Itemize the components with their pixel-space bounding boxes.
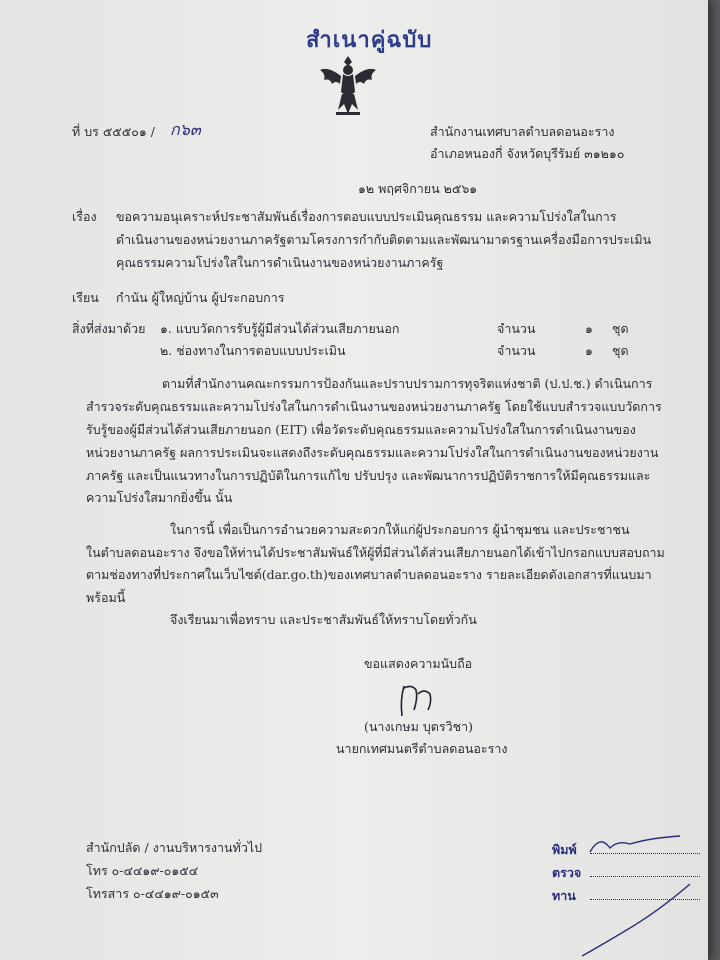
body-line: ภาครัฐ และเป็นแนวทางในการปฏิบัติในการแก้ไข ปรับปรุง และพัฒนาการปฏิบัติราชการให้มีคุณธรรมและ (86, 468, 651, 483)
body-line: ในการนี้ เพื่อเป็นการอำนวยความสะดวกให้แก่ผู้ประกอบการ ผู้นำชุมชน และประชาชน (170, 522, 630, 537)
enclosure-label: สิ่งที่ส่งมาด้วย (72, 321, 146, 336)
subject-line: ดำเนินงานของหน่วยงานภาครัฐตามโครงการกำกับติดตามและพัฒนามาตรฐานเครื่องมือการประเมิน (116, 232, 652, 247)
sender-address-line2: อำเภอหนองกี่ จังหวัดบุรีรัมย์ ๓๑๒๑๐ (430, 146, 625, 161)
enclosure-qty-label: จำนวน (497, 321, 536, 336)
initial-label-proof: ทาน (552, 888, 576, 903)
subject-line: คุณธรรมความโปร่งใสในการดำเนินงานของหน่วยงานภาครัฐ (116, 255, 444, 270)
signer-title: นายกเทศมนตรีตำบลดอนอะราง (336, 741, 508, 756)
handwritten-initials (570, 820, 700, 960)
body-line: พร้อมนี้ (86, 590, 126, 605)
initial-label-check: ตรวจ (552, 865, 582, 880)
subject-label: เรื่อง (72, 209, 97, 224)
enclosure-item: ๒. ช่องทางในการตอบแบบประเมิน (160, 343, 346, 358)
enclosure-qty-label: จำนวน (497, 343, 536, 358)
footer-phone: โทร ๐-๔๔๑๙-๐๑๕๔ (86, 863, 199, 878)
body-line: ในตำบลดอนอะราง จึงขอให้ท่านได้ประชาสัมพันธ์ให้ผู้ที่มีส่วนได้ส่วนเสียภายนอกได้เข้าไปกรอกแบบสอบถาม (86, 545, 665, 560)
document-number-handwritten: ก๖๓ (170, 120, 201, 139)
body-line: รับรู้ของผู้มีส่วนได้ส่วนเสียภายนอก (EIT) เพื่อวัดระดับคุณธรรมและความโปร่งใสในการดำเนินงานของ (86, 422, 636, 437)
enclosure-unit: ชุด (612, 321, 629, 336)
garuda-emblem-icon (318, 52, 378, 120)
footer-department: สำนักปลัด / งานบริหารงานทั่วไป (86, 840, 263, 855)
enclosure-qty: ๑ (585, 321, 593, 336)
body-line: จึงเรียนมาเพื่อทราบ และประชาสัมพันธ์ให้ทราบโดยทั่วกัน (170, 612, 477, 627)
handwritten-signature (392, 680, 442, 720)
letter-date: ๑๒ พฤศจิกายน ๒๕๖๑ (358, 181, 478, 196)
subject-line: ขอความอนุเคราะห์ประชาสัมพันธ์เรื่องการตอบแบบประเมินคุณธรรม และความโปร่งใสในการ (116, 209, 617, 224)
closing-phrase: ขอแสดงความนับถือ (364, 656, 473, 671)
body-line: สำรวจระดับคุณธรรมและความโปร่งใสในการดำเนินงานของหน่วยงานภาครัฐ โดยใช้แบบสำรวจแบบวัดการ (86, 399, 662, 414)
signer-name: (นางเกษม บุตรวิชา) (364, 719, 474, 734)
enclosure-unit: ชุด (612, 343, 629, 358)
copy-stamp: สำเนาคู่ฉบับ (306, 27, 433, 53)
initial-label-print: พิมพ์ (552, 842, 577, 857)
document-number: ที่ บร ๕๕๕๐๑ / (72, 124, 155, 139)
body-line: ตามที่สำนักงานคณะกรรมการป้องกันและปราบปรามการทุจริตแห่งชาติ (ป.ป.ช.) ดำเนินการ (162, 376, 653, 391)
footer-fax: โทรสาร ๐-๔๔๑๙-๐๑๕๓ (86, 886, 219, 901)
enclosure-qty: ๑ (585, 343, 593, 358)
body-line: หน่วยงานภาครัฐ ผลการประเมินจะแสดงถึงระดับคุณธรรมและความโปร่งใสในการดำเนินงานของหน่วยงาน (86, 445, 659, 460)
recipient-value: กำนัน ผู้ใหญ่บ้าน ผู้ประกอบการ (116, 290, 285, 305)
recipient-label: เรียน (72, 290, 99, 305)
enclosure-item: ๑. แบบวัดการรับรู้ผู้มีส่วนได้ส่วนเสียภายนอก (160, 321, 400, 336)
body-line: ตามช่องทางที่ประกาศในเว็บไซต์(dar.go.th)ของเทศบาลตำบลดอนอะราง รายละเอียดดังเอกสารที่แนบมา (86, 567, 652, 582)
body-line: ความโปร่งใสมากยิ่งขึ้น นั้น (86, 490, 233, 505)
sender-address-line1: สำนักงานเทศบาลตำบลดอนอะราง (430, 124, 615, 139)
